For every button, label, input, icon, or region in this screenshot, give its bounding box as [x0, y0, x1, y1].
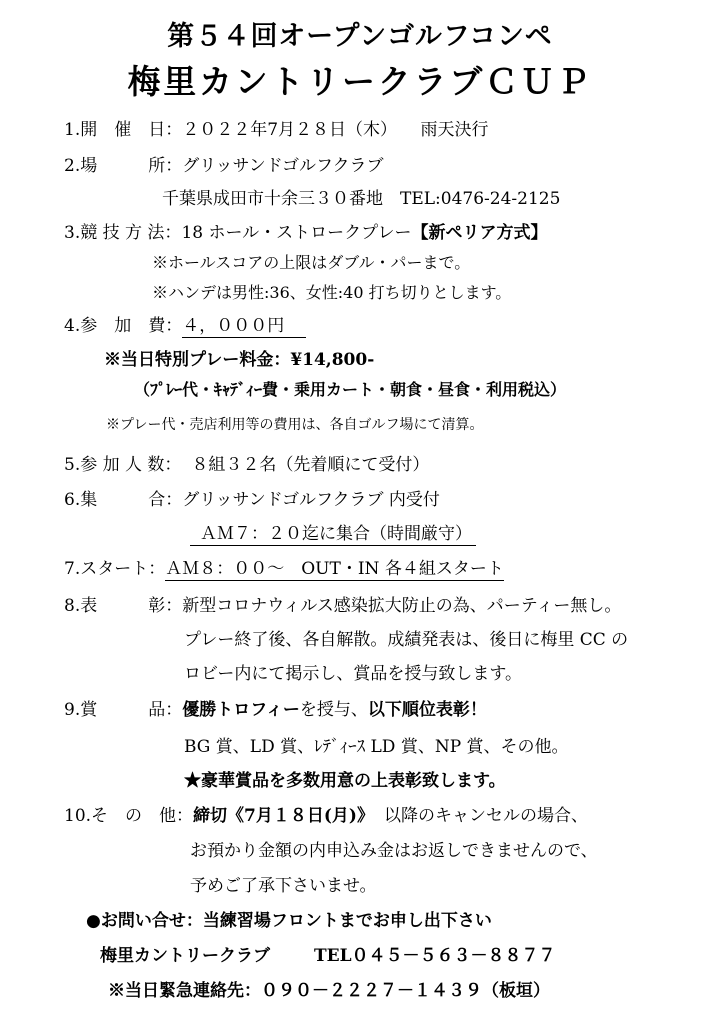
item-fee-value: ４，０００円 [182, 316, 306, 338]
item-party-line2: プレー終了後、各自解散。成績発表は、後日に梅里 CC の [184, 630, 629, 650]
item-fee [64, 311, 306, 336]
item-start-value: ＡＭ８：００～ OUT・IN 各４組スタート [165, 559, 504, 579]
item-prizes-value-b: を授与、 [299, 700, 368, 720]
item-start [64, 554, 504, 579]
item-date-note: 雨天決行 [420, 120, 489, 140]
item-party-line3: ロビー内にて掲示し、賞品を授与致します。 [184, 664, 522, 684]
item-start-label: 7.スタート： [64, 559, 166, 579]
item-venue-label: 2.場 所： [64, 156, 183, 176]
item-other-value-a: 締切《7月１８日(月)》 [193, 806, 374, 826]
item-prizes-value-a: 優勝トロフィー [182, 700, 300, 720]
item-date-value: ２０２２年7月２８日（木） [182, 120, 398, 140]
contact-line1: ●お問い合せ：当練習場フロントまでお申し出下さい [86, 911, 492, 931]
item-other-label: 10.そ の 他： [64, 806, 194, 826]
item-meeting-label: 6.集 合： [64, 490, 183, 510]
item-date-label: 1.開 催 日： [64, 120, 183, 140]
item-meeting-time [190, 519, 476, 544]
item-meeting-time-text: ＡＭ７：２０迄に集合（時間厳守） [190, 524, 476, 546]
item-method [64, 218, 547, 243]
item-prizes-label: 9.賞 品： [64, 700, 183, 720]
item-venue [64, 151, 384, 176]
item-other-line3: 予めご了承下さいませ。 [190, 876, 377, 896]
item-method-bracket: 【新ペリア方式】 [411, 223, 548, 243]
item-other [64, 801, 588, 826]
item-method-value: 18 ホール・ストロークプレー [181, 223, 412, 243]
contact-name: 梅里カントリークラブ [100, 946, 270, 966]
item-venue-value: グリッサンドゴルフクラブ [182, 156, 384, 176]
contact-tel: TEL０４５－５６３－８８７７ [314, 946, 556, 966]
item-fee-label: 4.参 加 費： [64, 316, 183, 336]
item-prizes-value-c: 以下順位表彰！ [367, 700, 487, 720]
item-fee-note: ※プレー代・売店利用等の費用は、各自ゴルフ場にて清算。 [106, 417, 484, 433]
item-fee-special: ※当日特別プレー料金：¥14,800- [104, 350, 375, 370]
page-title: 第５４回オープンゴルフコンペ [167, 21, 553, 52]
item-prizes-line3: ★豪華賞品を多数用意の上表彰致します。 [184, 771, 506, 791]
item-prizes-line2: BG 賞、LD 賞、ﾚﾃﾞｨｰｽ LD 賞、NP 賞、その他。 [184, 737, 569, 757]
item-date [64, 115, 488, 140]
item-fee-includes: （ﾌﾟﾚｰ代・ｷｬﾃﾞｨｰ費・乗用カート・朝食・昼食・利用税込） [134, 380, 567, 399]
contact-line2 [100, 941, 556, 966]
item-participants [64, 450, 429, 475]
item-party [64, 591, 621, 616]
page-subtitle: 梅里カントリークラブＣＵＰ [127, 62, 593, 101]
item-participants-label: 5.参 加 人 数： [64, 455, 182, 475]
item-prizes [64, 695, 487, 720]
item-party-value: 新型コロナウィルス感染拡大防止の為、パーティー無し。 [182, 596, 622, 616]
item-other-line2: お預かり金額の内申込み金はお返しできませんので、 [190, 841, 598, 861]
contact-emergency: ※当日緊急連絡先：０９０－２２２７－１４３９（板垣） [108, 981, 550, 1001]
item-method-note2: ※ハンデは男性:36、女性:40 打ち切りとします。 [152, 283, 512, 302]
item-venue-address: 千葉県成田市十余三３０番地 TEL:0476-24-2125 [162, 189, 561, 209]
item-meeting [64, 485, 440, 510]
item-participants-note: （先着順にて受付） [276, 455, 430, 475]
item-meeting-value: グリッサンドゴルフクラブ 内受付 [182, 490, 440, 510]
item-participants-value: ８組３２名 [191, 455, 277, 475]
item-method-note1: ※ホールスコアの上限はダブル・パーまで。 [152, 253, 471, 272]
item-other-value-b: 以降のキャンセルの場合、 [383, 806, 588, 826]
item-party-label: 8.表 彰： [64, 596, 183, 616]
item-method-label: 3.競 技 方 法： [64, 223, 182, 243]
